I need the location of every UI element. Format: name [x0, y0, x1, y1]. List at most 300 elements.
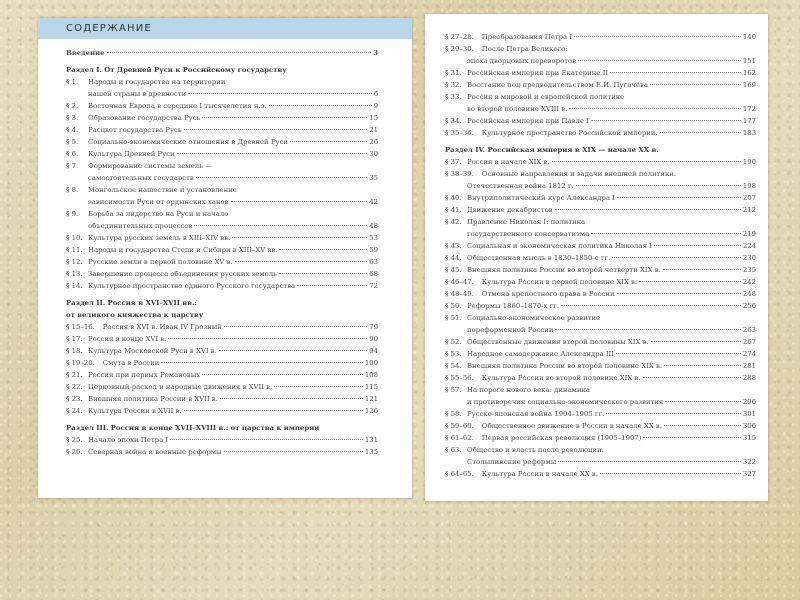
- entry-number: § 41.: [445, 206, 462, 214]
- toc-entry[interactable]: [66, 124, 378, 136]
- entry-number: § 22.: [66, 383, 83, 391]
- dot-leader: [591, 233, 740, 234]
- entry-title: Культура России в начале XX в.: [481, 470, 598, 478]
- entry-title: Россия в начале XIX в.: [467, 158, 550, 166]
- dot-leader: [616, 353, 741, 354]
- entry-page-number: 212: [742, 206, 756, 214]
- entry-page-number: 288: [742, 374, 756, 382]
- toc-header: СОДЕРЖАНИЕ: [38, 18, 412, 39]
- entry-title: Российская империя при Екатерине II: [467, 69, 609, 77]
- entry-title: Российская империя при Павле I: [467, 117, 589, 125]
- entry-page-number: 256: [742, 302, 756, 310]
- toc-entry[interactable]: [66, 112, 378, 124]
- dot-leader: [219, 350, 367, 351]
- entry-page-number: 274: [742, 350, 756, 358]
- entry-number: § 5.: [66, 138, 79, 146]
- entry-number: § 33.: [445, 93, 462, 101]
- toc-entry[interactable]: [66, 268, 378, 280]
- dot-leader: [552, 161, 741, 162]
- dot-leader: [654, 245, 741, 246]
- entry-title: Северная война и военные реформы: [88, 448, 222, 456]
- entry-title: Отечественная война 1812 г.: [467, 182, 574, 190]
- toc-entry[interactable]: [445, 444, 756, 456]
- entry-number: § 15–16.: [66, 323, 95, 331]
- entry-page-number: 263: [742, 326, 756, 334]
- dot-leader: [576, 185, 741, 186]
- entry-title: объединительных процессов: [88, 222, 193, 230]
- entry-number: § 55–56.: [445, 374, 474, 382]
- entry-page-number: 108: [364, 371, 378, 379]
- entry-page-number: 79: [369, 323, 378, 331]
- dot-leader: [574, 36, 741, 37]
- entry-number: § 48–49.: [445, 290, 474, 298]
- entry-title: Формирование системы земель —: [88, 162, 212, 170]
- dot-leader: [297, 285, 367, 286]
- entry-number: § 3.: [66, 114, 79, 122]
- toc-entry[interactable]: [445, 312, 756, 324]
- dot-leader: [639, 281, 741, 282]
- entry-number: § 52.: [445, 338, 462, 346]
- entry-page-number: 59: [369, 246, 378, 254]
- entry-title: Общество и власть после революции.: [467, 446, 604, 454]
- entry-title: После Петра Великого:: [481, 45, 568, 53]
- entry-title: во второй половине XVIII в.: [467, 105, 568, 113]
- entry-number: § 11.: [66, 246, 83, 254]
- entry-number: § 8.: [66, 186, 79, 194]
- dot-leader: [279, 273, 367, 274]
- entry-title: зависимости Руси от ордынских ханов: [88, 198, 229, 206]
- entry-number: § 34.: [445, 117, 462, 125]
- entry-title: Борьба за лидерство на Руси и начало: [88, 210, 229, 218]
- dot-leader: [231, 201, 368, 202]
- entry-number: § 40.: [445, 194, 462, 202]
- entry-title: Внутриполитический курс Александра I: [467, 194, 615, 202]
- toc-entry[interactable]: [66, 357, 378, 369]
- entry-page-number: 121: [364, 395, 378, 403]
- toc-page-left: [38, 18, 412, 498]
- dot-leader: [177, 153, 368, 154]
- entry-title: Движение декабристов: [467, 206, 553, 214]
- dot-leader: [196, 177, 367, 178]
- dot-leader: [274, 386, 363, 387]
- entry-number: § 14.: [66, 282, 83, 290]
- dot-leader: [232, 237, 367, 238]
- toc-entry[interactable]: [445, 468, 756, 480]
- toc-entry[interactable]: [445, 67, 756, 79]
- toc-entry[interactable]: [66, 280, 378, 292]
- toc-entry[interactable]: [66, 345, 378, 357]
- toc-entry[interactable]: [445, 91, 756, 103]
- entry-number: § 2.: [66, 102, 79, 110]
- dot-leader: [202, 374, 363, 375]
- section-heading: Раздел II. Россия в XVI–XVII вв.:: [66, 299, 197, 307]
- entry-title: Монгольское нашествие и установление: [88, 186, 237, 194]
- entry-number: § 4.: [66, 126, 79, 134]
- toc-entry[interactable]: [445, 31, 756, 43]
- dot-leader: [194, 225, 367, 226]
- dot-leader: [184, 410, 363, 411]
- toc-entry[interactable]: [445, 360, 756, 372]
- toc-entry[interactable]: [445, 216, 756, 228]
- toc-entry[interactable]: [66, 196, 378, 208]
- dot-leader: [612, 257, 740, 258]
- entry-title: Преобразования Петра I: [481, 33, 573, 41]
- entry-number: § 35–36.: [445, 129, 474, 137]
- entry-number: § 26.: [66, 448, 83, 456]
- entry-title: Россия в конце XVI в.: [88, 335, 167, 343]
- entry-number: § 32.: [445, 81, 462, 89]
- entry-number: § 54.: [445, 362, 462, 370]
- toc-entry[interactable]: [66, 232, 378, 244]
- entry-number: § 29–30.: [445, 45, 474, 53]
- entry-title: Социально-экономическое развитие: [467, 314, 601, 322]
- entry-page-number: 115: [364, 383, 378, 391]
- entry-title: Общественные движения второй половины XIX в.: [467, 338, 649, 346]
- entry-title: пореформенной России: [467, 326, 554, 334]
- dot-leader: [107, 52, 372, 53]
- entry-page-number: 230: [742, 254, 756, 262]
- toc-entry[interactable]: [445, 240, 756, 252]
- dot-leader: [235, 261, 368, 262]
- entry-page-number: 90: [369, 335, 378, 343]
- entry-number: § 53.: [445, 350, 462, 358]
- entry-number: § 9.: [66, 210, 79, 218]
- entry-title: Отмена крепостного права в России: [481, 290, 615, 298]
- entry-title: Восточная Европа в середине I тысячелетия н.э.: [88, 102, 267, 110]
- entry-title: На пороге нового века: динамика: [467, 386, 590, 394]
- entry-page-number: 26: [369, 138, 378, 146]
- entry-page-number: 242: [742, 278, 756, 286]
- toc-entry[interactable]: [66, 321, 378, 333]
- dot-leader: [279, 249, 367, 250]
- toc-entry[interactable]: [445, 372, 756, 384]
- toc-list-left: [38, 39, 412, 458]
- entry-page-number: 68: [369, 270, 378, 278]
- toc-entry[interactable]: [445, 228, 756, 240]
- toc-entry[interactable]: [445, 103, 756, 115]
- entry-page-number: 63: [369, 258, 378, 266]
- toc-entry[interactable]: [445, 204, 756, 216]
- entry-number: § 37.: [445, 158, 462, 166]
- entry-title: Церковный раскол и народные движения в XVII в.: [88, 383, 273, 391]
- dot-leader: [606, 413, 741, 414]
- toc-entry[interactable]: [445, 420, 756, 432]
- toc-entry[interactable]: [445, 43, 756, 55]
- toc-entry[interactable]: [66, 220, 378, 232]
- toc-entry[interactable]: [66, 244, 378, 256]
- entry-page-number: 169: [742, 81, 756, 89]
- entry-title: Начало эпохи Петра I: [88, 436, 169, 444]
- entry-page-number: 296: [742, 398, 756, 406]
- entry-number: § 31.: [445, 69, 462, 77]
- dot-leader: [617, 197, 741, 198]
- entry-page-number: 190: [742, 158, 756, 166]
- entry-title: Культура Древней Руси: [88, 150, 175, 158]
- toc-entry[interactable]: [445, 55, 756, 67]
- toc-entry[interactable]: [66, 148, 378, 160]
- entry-page-number: 135: [364, 448, 378, 456]
- entry-number: § 61–62.: [445, 434, 474, 442]
- entry-title: Внешняя политика России в XVII в.: [88, 395, 218, 403]
- entry-title: Реформы 1860–1870-х гг.: [467, 302, 560, 310]
- entry-title: Общественная мысль в 1830–1850-е гг.: [467, 254, 611, 262]
- toc-entry[interactable]: [445, 300, 756, 312]
- dot-leader: [224, 326, 367, 327]
- entry-title: Культура Московской Руси в XVI в.: [88, 347, 217, 355]
- entry-title: Внешняя политика России во второй четверти XIX в.: [467, 266, 661, 274]
- toc-entry[interactable]: [445, 252, 756, 264]
- dot-leader: [664, 425, 741, 426]
- entry-number: § 1.: [66, 78, 79, 86]
- entry-page-number: 281: [742, 362, 756, 370]
- entry-number: § 7.: [66, 162, 79, 170]
- entry-number: § 27–28.: [445, 33, 474, 41]
- toc-entry[interactable]: [445, 324, 756, 336]
- dot-leader: [555, 329, 740, 330]
- dot-leader: [168, 338, 367, 339]
- dot-leader: [561, 305, 741, 306]
- toc-entry[interactable]: [445, 348, 756, 360]
- entry-page-number: 35: [369, 174, 378, 182]
- toc-entry[interactable]: [445, 288, 756, 300]
- toc-entry[interactable]: [445, 156, 756, 168]
- toc-entry[interactable]: [445, 456, 756, 468]
- entry-title: Общественное движение в России в начале XX в.: [481, 422, 662, 430]
- entry-page-number: 183: [742, 129, 756, 137]
- entry-page-number: 6: [373, 90, 378, 98]
- entry-title: Народы и государства на территории: [88, 78, 226, 86]
- dot-leader: [663, 269, 741, 270]
- entry-title: Столыпинские реформы: [467, 458, 557, 466]
- toc-entry[interactable]: [66, 333, 378, 345]
- entry-title: Народы и государства Степи и Сибири в XIII–XV вв.: [88, 246, 278, 254]
- dot-leader: [643, 377, 741, 378]
- entry-title: Россия в XVI в. Иван IV Грозный: [102, 323, 222, 331]
- entry-page-number: 267: [742, 338, 756, 346]
- entry-title: Культура русских земель в XIII–XIV вв.: [88, 234, 231, 242]
- entry-page-number: 21: [369, 126, 378, 134]
- dot-leader: [600, 473, 741, 474]
- section-heading: от великого княжества к царству: [66, 311, 204, 319]
- entry-number: § 43.: [445, 242, 462, 250]
- entry-number: § 63.: [445, 446, 462, 454]
- toc-entry[interactable]: [445, 336, 756, 348]
- entry-page-number: 301: [742, 410, 756, 418]
- dot-leader: [188, 93, 371, 94]
- dot-leader: [220, 398, 363, 399]
- entry-number: § 10.: [66, 234, 83, 242]
- dot-leader: [651, 341, 741, 342]
- entry-title: Россия при первых Романовых: [88, 371, 201, 379]
- toc-list-right: [425, 31, 768, 480]
- toc-entry[interactable]: [445, 180, 756, 192]
- entry-page-number: 315: [742, 434, 756, 442]
- entry-title: Восстание под предводительством Е.И. Пугачёва: [467, 81, 648, 89]
- toc-entry[interactable]: [66, 405, 378, 417]
- entry-title: Правление Николая I: политика: [467, 218, 586, 226]
- entry-title: Русско-японская война 1904–1905 гг.: [467, 410, 605, 418]
- entry-title: Завершение процесса объединения русских земель: [88, 270, 277, 278]
- dot-leader: [660, 132, 741, 133]
- toc-entry[interactable]: [66, 208, 378, 220]
- entry-page-number: 72: [369, 282, 378, 290]
- dot-leader: [558, 461, 741, 462]
- entry-title: Россия в мировой и европейской политике: [467, 93, 625, 101]
- toc-entry[interactable]: [66, 393, 378, 405]
- entry-title: Культурное пространство единого Русского государства: [88, 282, 296, 290]
- entry-title: государственного консерватизма: [467, 230, 590, 238]
- toc-entry[interactable]: [445, 276, 756, 288]
- toc-entry[interactable]: [445, 384, 756, 396]
- toc-entry[interactable]: [66, 136, 378, 148]
- entry-title: Внешняя политика России во второй половине XIX в.: [467, 362, 663, 370]
- entry-page-number: 177: [742, 117, 756, 125]
- toc-entry[interactable]: [66, 184, 378, 196]
- entry-number: § 50.: [445, 302, 462, 310]
- toc-entry[interactable]: [445, 396, 756, 408]
- entry-page-number: 198: [742, 182, 756, 190]
- entry-title: Культура России во второй половине XIX в.: [481, 374, 641, 382]
- entry-title: Социальная и экономическая политика Николая I: [467, 242, 652, 250]
- toc-entry[interactable]: [66, 172, 378, 184]
- entry-page-number: 131: [364, 436, 378, 444]
- entry-number: § 23.: [66, 395, 83, 403]
- entry-number: § 13.: [66, 270, 83, 278]
- entry-page-number: 42: [369, 198, 378, 206]
- dot-leader: [665, 401, 741, 402]
- entry-page-number: 248: [742, 290, 756, 298]
- entry-number: § 17.: [66, 335, 83, 343]
- entry-page-number: 30: [369, 150, 378, 158]
- entry-number: § 64–65.: [445, 470, 474, 478]
- entry-page-number: 235: [742, 266, 756, 274]
- entry-number: § 24.: [66, 407, 83, 415]
- entry-page-number: 322: [742, 458, 756, 466]
- entry-number: § 46–47.: [445, 278, 474, 286]
- toc-entry[interactable]: [445, 264, 756, 276]
- toc-entry[interactable]: [445, 79, 756, 91]
- toc-entry[interactable]: [66, 160, 378, 172]
- entry-number: § 42.: [445, 218, 462, 226]
- entry-page-number: 162: [742, 69, 756, 77]
- dot-leader: [202, 117, 367, 118]
- toc-entry[interactable]: [445, 408, 756, 420]
- dot-leader: [555, 209, 741, 210]
- entry-number: § 25.: [66, 436, 83, 444]
- dot-leader: [161, 362, 362, 363]
- entry-page-number: 306: [742, 422, 756, 430]
- entry-page-number: 126: [364, 407, 378, 415]
- entry-page-number: 327: [742, 470, 756, 478]
- toc-entry[interactable]: [66, 256, 378, 268]
- toc-entry[interactable]: [445, 115, 756, 127]
- entry-number: § 45.: [445, 266, 462, 274]
- entry-number: § 58.: [445, 410, 462, 418]
- entry-page-number: 219: [742, 230, 756, 238]
- toc-entry[interactable]: [445, 127, 756, 139]
- entry-title: Введение: [66, 49, 105, 57]
- entry-title: и противоречия социально-экономического развития: [467, 398, 664, 406]
- section-heading: Раздел III. Россия в конце XVII–XVIII в.: от царства к империи: [66, 424, 320, 432]
- dot-leader: [569, 108, 741, 109]
- toc-entry[interactable]: [66, 47, 378, 59]
- entry-title: эпоха дворцовых переворотов: [467, 57, 577, 65]
- entry-title: самостоятельных государств: [88, 174, 194, 182]
- dot-leader: [643, 437, 740, 438]
- toc-page-right: [425, 14, 768, 501]
- toc-entry[interactable]: [66, 446, 378, 458]
- entry-page-number: 9: [373, 102, 378, 110]
- dot-leader: [610, 72, 741, 73]
- entry-page-number: 3: [373, 49, 378, 57]
- section-heading: Раздел I. От Древней Руси к Российскому государству: [66, 66, 287, 74]
- entry-title: Социально-экономические отношения в Древней Руси: [88, 138, 288, 146]
- dot-leader: [224, 451, 363, 452]
- toc-entry[interactable]: [66, 100, 378, 112]
- entry-number: § 21.: [66, 371, 83, 379]
- entry-number: § 12.: [66, 258, 83, 266]
- toc-entry[interactable]: [445, 168, 756, 180]
- entry-page-number: 224: [742, 242, 756, 250]
- entry-page-number: 151: [742, 57, 756, 65]
- dot-leader: [269, 105, 372, 106]
- entry-page-number: 172: [742, 105, 756, 113]
- entry-page-number: 53: [369, 234, 378, 242]
- toc-entry[interactable]: [66, 76, 378, 88]
- entry-title: Образование государства Русь: [88, 114, 201, 122]
- entry-title: Культура России в первой половине XIX в.: [481, 278, 638, 286]
- entry-title: Смута в России: [102, 359, 160, 367]
- entry-page-number: 48: [369, 222, 378, 230]
- dot-leader: [591, 120, 741, 121]
- entry-page-number: 100: [364, 359, 378, 367]
- entry-title: нашей страны в древности: [88, 90, 187, 98]
- dot-leader: [290, 141, 367, 142]
- dot-leader: [578, 60, 741, 61]
- entry-title: Народное самодержавие Александра III: [467, 350, 614, 358]
- dot-leader: [184, 129, 368, 130]
- entry-title: Культурное пространство Российской империи.: [481, 129, 658, 137]
- entry-title: Основные направления и задачи внешней политики.: [481, 170, 677, 178]
- entry-title: Первая российская революция (1905–1907): [481, 434, 642, 442]
- toc-entry[interactable]: [66, 88, 378, 100]
- entry-number: § 44.: [445, 254, 462, 262]
- dot-leader: [650, 84, 741, 85]
- entry-number: § 57.: [445, 386, 462, 394]
- entry-title: Расцвет государства Русь: [88, 126, 182, 134]
- toc-entry[interactable]: [66, 381, 378, 393]
- entry-page-number: 140: [742, 33, 756, 41]
- dot-leader: [617, 293, 741, 294]
- entry-number: § 51.: [445, 314, 462, 322]
- entry-number: § 38–39.: [445, 170, 474, 178]
- entry-page-number: 15: [369, 114, 378, 122]
- toc-entry[interactable]: [66, 369, 378, 381]
- dot-leader: [170, 439, 363, 440]
- entry-number: § 18.: [66, 347, 83, 355]
- entry-number: § 59–60.: [445, 422, 474, 430]
- toc-entry[interactable]: [445, 192, 756, 204]
- toc-entry[interactable]: [66, 434, 378, 446]
- toc-entry[interactable]: [445, 432, 756, 444]
- entry-page-number: 94: [369, 347, 378, 355]
- section-heading: Раздел IV. Российская империя в XIX — начале XX в.: [445, 146, 659, 154]
- entry-title: Русские земли в первой половине XV в.: [88, 258, 233, 266]
- dot-leader: [664, 365, 741, 366]
- entry-number: § 19–20.: [66, 359, 95, 367]
- entry-title: Культура России в XVII в.: [88, 407, 182, 415]
- entry-number: § 6.: [66, 150, 79, 158]
